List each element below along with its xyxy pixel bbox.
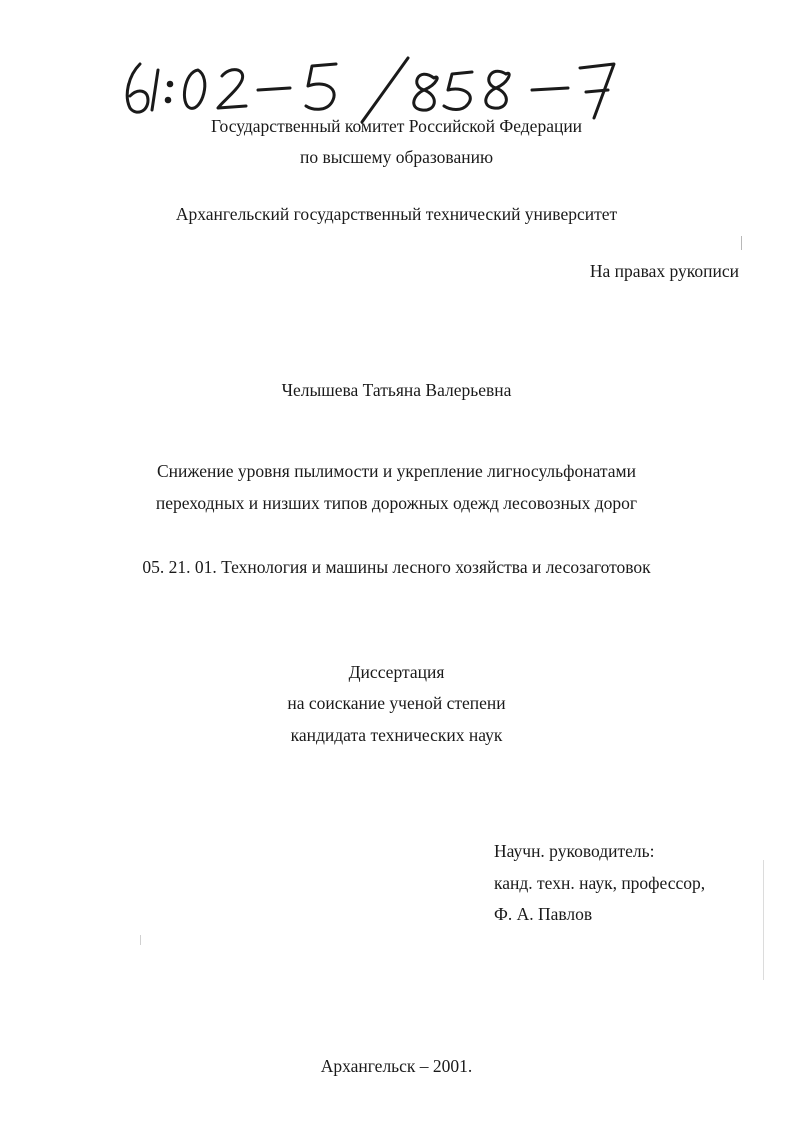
manuscript-note: На правах рукописи [589,261,739,281]
city-year: Архангельск – 2001. [320,1056,473,1076]
university-name: Архангельский государственный технический университет [175,204,618,224]
dissertation-title-line-2: переходных и низших типов дорожных одежд лесовозных дорог [155,493,638,513]
advisor-label: Научн. руководитель: [494,841,655,861]
specialty-code: 05. 21. 01. Технология и машины лесного хозяйства и лесозаготовок [142,557,651,577]
advisor-degree: канд. техн. наук, профессор, [494,873,706,893]
degree-line-2: кандидата технических наук [290,725,503,745]
work-type: Диссертация [348,662,445,682]
advisor-name: Ф. А. Павлов [494,904,593,924]
ministry-line-1: Государственный комитет Российской Федерации [210,116,583,136]
ministry-line-2: по высшему образованию [299,147,494,167]
scan-artifact [140,935,141,945]
scan-artifact [763,860,764,980]
degree-line-1: на соискание ученой степени [287,693,506,713]
dissertation-title-line-1: Снижение уровня пылимости и укрепление лигносульфонатами [157,461,636,481]
author-name: Челышева Татьяна Валерьевна [281,380,512,400]
scan-artifact [741,236,742,250]
